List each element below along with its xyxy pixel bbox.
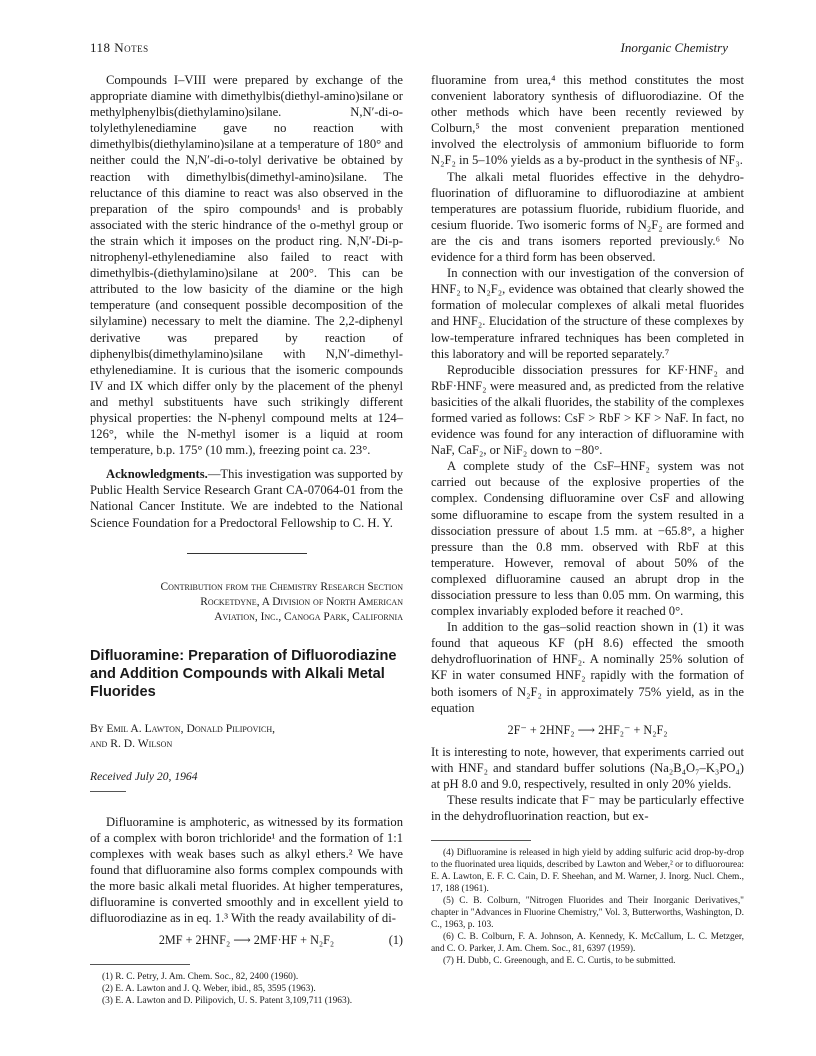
equation-number: (1) [388,933,403,948]
paragraph: Compounds I–VIII were prepared by exchange of the appropriate diamine with dimethylbis(diethyl-amino)silane or methylphenylbis(diethylamino)silane. N,N′-di-o-tolylethylenediamine gave no reaction with dimethylbis(diethylamino)silane at a temperature of 180° and neither could the N,N′-di-o-tolyl derivative be obtained by reaction with dimethylbis(dimethyl-amino)silane. The reluctance of this diamine to react was also observed in the preparation of the spiro compounds¹ and is probably associated with the steric hindrance of the o-methyl group or the strain which it imposes on the product ring. N,N′-Di-p-nitrophenyl-ethylenediamine also failed to react with dimethylbis-(diethylamino)silane at 200°. This can be attributed to the low basicity of the diamine or the high temperature (and consequent possible decomposition of the silylamine) necessary to melt the diamine. The 2,2-diphenyl derivative was prepared by reaction of diphenylbis(dimethylamino)silane with N,N′-dimethyl-ethylenediamine. It is curious that the isomeric compounds IV and IX which differ only by the placement of the phenyl and methyl substituents have such strikingly different physical properties: the N-phenyl compound melts at 124–126°, while the N-methyl isomer is a liquid at room temperature, b.p. 175° (10 mm.), freezing point ca. 23°. [90,73,403,458]
paragraph: These results indicate that F⁻ may be particularly effective in the dehydrofluorination reaction, but ex- [431,793,744,824]
section-divider [187,553,307,554]
acknowledgments-body: —This investigation was supported by Public Health Service Research Grant CA-07064-01 from the National Cancer Institute. We are indebted to the National Science Foundation for a Predoctoral Fellowship to C. H. Y. [90,467,403,530]
left-column [90,72,403,1007]
acknowledgments [90,466,403,530]
article-title: Difluoramine: Preparation of Difluorodiazine and Addition Compounds with Alkali Metal Fluorides [90,647,397,700]
equation-2 [431,722,744,738]
equation-1 [90,932,403,948]
footnote: (1) R. C. Petry, J. Am. Chem. Soc., 82, 2400 (1960). [102,972,299,983]
paragraph: Reproducible dissociation pressures for KF·HNF₂ and RbF·HNF₂ were measured and, as predicted from the relative basicities of the alkali fluorides, the stability of the complexes formed varied as follows: CsF > RbF > KF > NaF. In fact, no evidence was found for any interaction of difluoramine with NaF, CaF₂, or NiF₂ down to −80°. [431,362,744,458]
acknowledgments-heading: Acknowledgments. [106,467,208,482]
footnote: (2) E. A. Lawton and J. Q. Weber, ibid., 85, 3595 (1963). [102,984,316,995]
footnote: (3) E. A. Lawton and D. Pilipovich, U. S. Patent 3,109,711 (1963). [102,996,353,1007]
equation-text: 2F⁻ + 2HNF₂ ⟶ 2HF₂⁻ + N₂F₂ [507,722,668,737]
footnote-divider [431,840,531,841]
footnote: (4) Difluoramine is released in high yield by adding sulfuric acid drop-by-drop to the fluorinated urea liquids, described by Lawton and Weber,² or to difluorourea: E. A. Lawton, E. F. C. Cain, D. F. Sheehan, and M. Warner, J. Inorg. Nucl. Chem., 17, 188 (1961). [431,848,744,895]
footnote: (5) C. B. Colburn, "Nitrogen Fluorides and Their Inorganic Derivatives," chapter in "Advances in Fluorine Chemistry," Vol. 3, Butterworths, Washington, D. C., 1963, p. 103. [431,896,744,931]
journal-name: Inorganic Chemistry [620,40,728,55]
footnotes-left [90,971,403,1007]
paragraph: In connection with our investigation of the conversion of HNF₂ to N₂F₂, evidence was obtained that clearly showed the formation of molecular complexes of alkali metal fluorides and HNF₂. Elucidation of the structure of these complexes by low-temperature infrared techniques has been completed in this laboratory and will be reported separately.⁷ [431,266,744,361]
affiliation-line: Rocketdyne, A Division of North American [200,595,403,608]
short-divider [90,791,126,792]
page-number: 118 Notes [90,40,149,55]
paragraph: fluoramine from urea,⁴ this method constitutes the most convenient laboratory synthesis of difluorodiazine. Of the other methods which have been recently reviewed by Colburn,⁵ the most convenient preparation mentioned involved the electrolysis of ammonium bifluoride to form N₂F₂ in 5–10% yields as a by-product in the synthesis of NF₃. [431,73,744,168]
right-column [431,72,744,967]
article-authors [90,721,403,751]
paragraph: It is interesting to note, however, that experiments carried out with HNF₂ and standard buffer solutions (Na₂B₄O₇–K₃PO₄) at pH 8.0 and 9.0, respectively, resulted in only 20% yields. [431,744,744,792]
footnote: (7) H. Dubb, C. Greenough, and E. C. Curtis, to be submitted. [443,956,676,967]
equation-text: 2MF + 2HNF₂ ⟶ 2MF·HF + N₂F₂ [158,933,335,948]
author-line: and R. D. Wilson [90,736,173,750]
footnote: (6) C. B. Colburn, F. A. Johnson, A. Kennedy, K. McCallum, L. C. Metzger, and C. O. Parker, J. Am. Chem. Soc., 81, 6397 (1959). [431,932,744,955]
paragraph: In addition to the gas–solid reaction shown in (1) it was found that aqueous KF (pH 8.6) effected the smooth dehydrofluorination of HNF₂. A nominally 25% solution of KF in water consumed HNF₂ rapidly with the formation of both isomers of N₂F₂ in approximately 75% yield, as in the equation [431,620,744,715]
footnotes-right [431,847,744,967]
author-line: By Emil A. Lawton, Donald Pilipovich, [90,721,276,735]
footnote-divider [90,964,190,965]
contribution-affiliation [90,580,403,625]
page-header [90,40,728,60]
paragraph: The alkali metal fluorides effective in the dehydro-fluorination of difluoramine to difluorodiazine at ambient temperatures are potassium fluoride, rubidium fluoride, and cesium fluoride. Two isomeric forms of N₂F₂ are formed and are the cis and trans isomers reported previously.⁶ No evidence for a third form has been observed. [431,169,744,265]
affiliation-line: Aviation, Inc., Canoga Park, California [214,610,403,623]
received-date: Received July 20, 1964 [90,769,198,783]
affiliation-line: Contribution from the Chemistry Research Section [160,580,403,593]
paragraph: A complete study of the CsF–HNF₂ system was not carried out because of the explosive properties of the complex. Condensing difluoramine over CsF and allowing some difluoramine to escape from the system resulted in a dissociation pressure of about 1.5 mm. at −65.8°, a higher pressure than the 0.8 mm. observed with RbF at this temperature. However, removal of about 50% of the complexed difluoramine caused an abrupt drop in the dissociation pressure to less than 0.05 mm. On warming, this complex invariably exploded before it reached 0°. [431,459,744,619]
paragraph: Difluoramine is amphoteric, as witnessed by its formation of a complex with boron trichloride¹ and the formation of 1:1 complexes with weak bases such as alkyl ethers.² We have found that difluoramine also forms complex compounds with the more basic alkali metal fluorides. At higher temperatures, difluoramine is converted smoothly and in excellent yield to difluorodiazine as in eq. 1.³ With the ready availability of di- [90,814,403,926]
